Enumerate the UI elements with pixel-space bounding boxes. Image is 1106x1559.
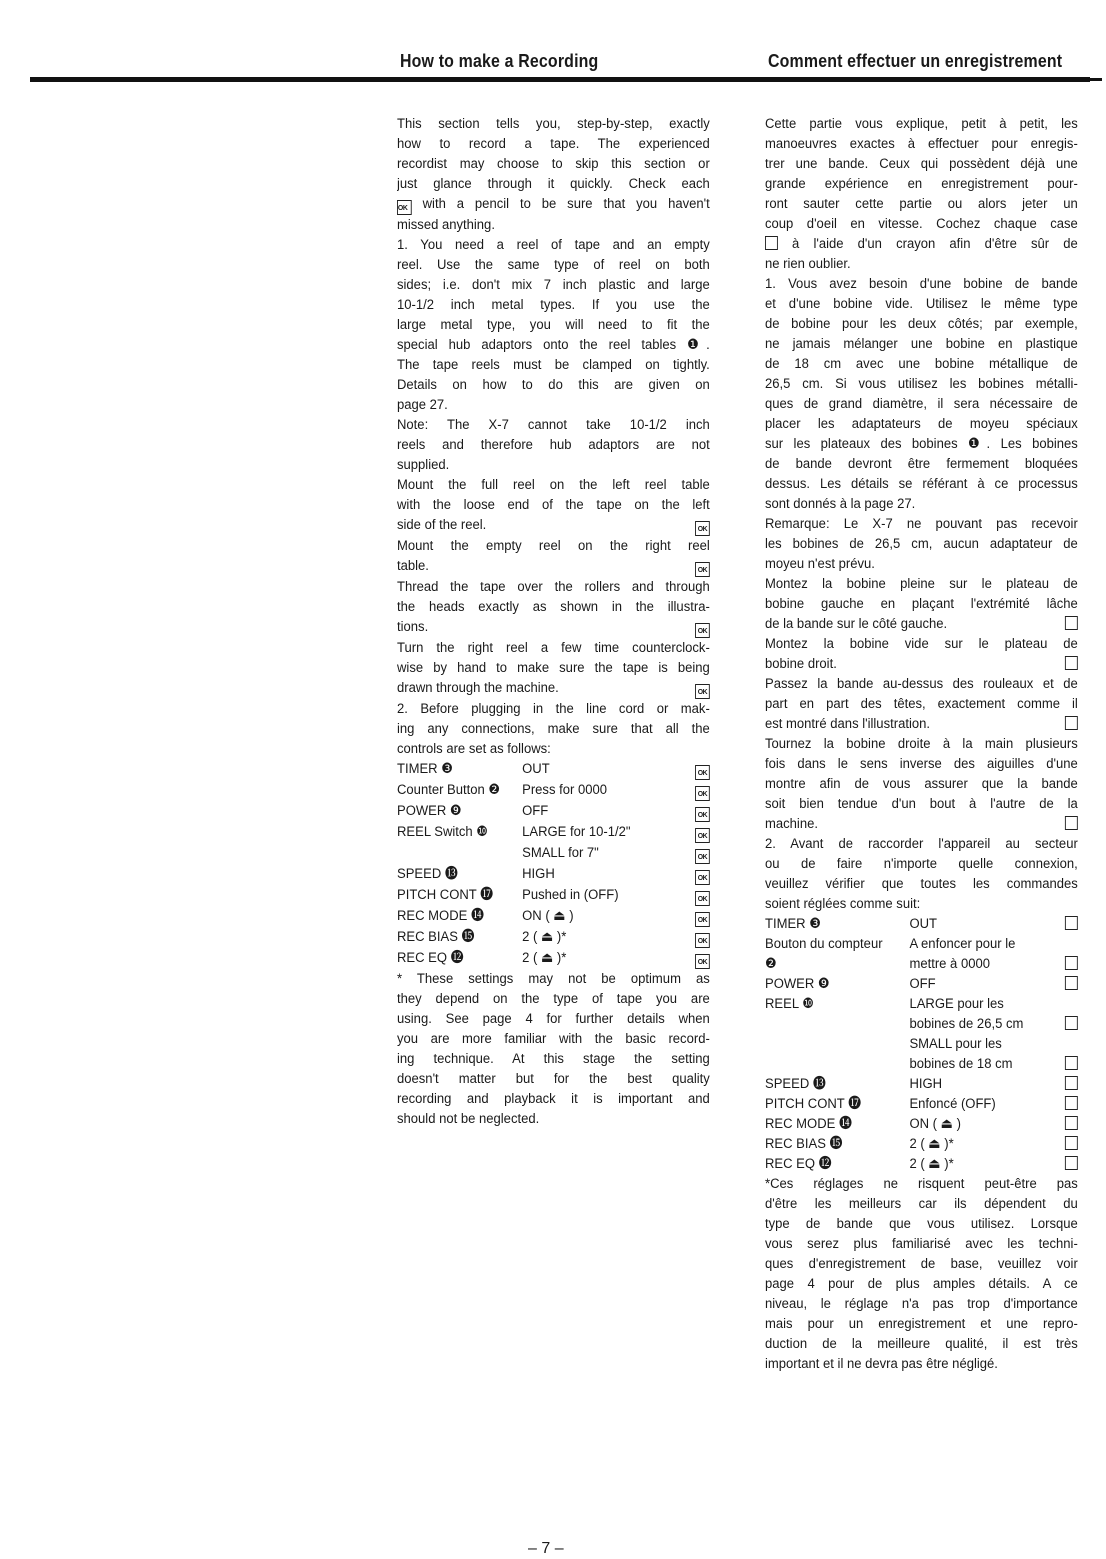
setting-value: LARGE pour les [909, 996, 1004, 1012]
ok-checkbox-icon[interactable]: OK [695, 562, 710, 577]
ok-checkbox-icon[interactable]: OK [695, 870, 710, 885]
text-line: missed anything. [397, 217, 495, 233]
text-line: machine. [765, 814, 1078, 834]
setting-value: 2 ( ⏏ )* [522, 950, 567, 966]
ok-checkbox-icon[interactable]: OK [397, 200, 412, 215]
text-line: drawn through the machine. OK [397, 678, 710, 699]
text-line: 1. You need a reel of tape and an empty [397, 237, 710, 253]
setting-value: Pushed in (OFF) [522, 887, 619, 903]
setting-name [765, 1014, 909, 1034]
setting-value: ON ( ⏏ ) [522, 908, 574, 924]
text-line: vous serez plus familiarisé avec les techni- [765, 1236, 1078, 1252]
setting-value: 2 ( ⏏ )* [522, 929, 567, 945]
settings-row [397, 822, 710, 843]
checkbox-icon[interactable] [1065, 716, 1078, 730]
settings-row [397, 759, 710, 780]
text-line: les bobines de 26,5 cm, aucun adaptateur de [765, 536, 1078, 552]
text-line: part en part des têtes, exactement comme il [765, 696, 1078, 712]
text-line: placer les adaptateurs de moyeu spéciaux [765, 416, 1078, 432]
setting-name: PITCH CONT ⓱ [397, 887, 494, 903]
text-line: 1. Vous avez besoin d'une bobine de bande [765, 276, 1078, 292]
text-line: à l'aide d'un crayon afin d'être sûr de [765, 234, 1078, 254]
text-line: ou de faire n'importe quelle connexion, [765, 856, 1078, 872]
text-line: This section tells you, step-by-step, exactly [397, 116, 710, 132]
checkbox-icon[interactable] [1065, 916, 1078, 930]
text-line: large metal type, you will need to fit the [397, 317, 710, 333]
page-number: – 7 – [528, 1540, 564, 1557]
text-line: manoeuvres exactes à effectuer pour enregis- [765, 136, 1078, 152]
settings-row [397, 801, 710, 822]
text-line: bobine droit. [765, 654, 1078, 674]
setting-value: OUT [522, 761, 550, 777]
text-line: Cette partie vous explique, petit à petit, les [765, 116, 1078, 132]
text-line: recording and playback it is important and [397, 1091, 710, 1107]
text-line: page 4 pour de plus amples détails. A ce [765, 1276, 1078, 1292]
text-line: how to record a tape. The experienced [397, 136, 710, 152]
checkbox-icon[interactable] [1065, 1096, 1078, 1110]
text-line: 10-1/2 inch metal types. If you use the [397, 297, 710, 313]
settings-row [765, 954, 1078, 974]
text-line: sont donnés à la page 27. [765, 496, 916, 512]
setting-name: TIMER ❸ [397, 761, 453, 777]
text-line: Note: The X-7 cannot take 10-1/2 inch [397, 417, 710, 433]
setting-name [765, 1054, 909, 1074]
text-line: Tournez la bobine droite à la main plusieurs [765, 736, 1078, 752]
text-line: Mount the full reel on the left reel table [397, 477, 710, 493]
setting-name: ❷ [765, 956, 777, 972]
settings-row [765, 974, 1078, 994]
english-column [397, 114, 737, 1129]
setting-name: Bouton du compteur [765, 936, 883, 952]
text-line: ques de grand diamètre, il sera nécessaire de [765, 396, 1078, 412]
text-line: dessus. Les détails se référant à ce processus [765, 476, 1078, 492]
settings-row [765, 914, 1078, 934]
setting-value: mettre à 0000 [909, 956, 990, 972]
settings-row [765, 1114, 1078, 1134]
text-line: just glance through it quickly. Check each [397, 176, 710, 192]
text-line: The tape reels must be clamped on tightly. [397, 357, 710, 373]
setting-value: bobines de 18 cm [909, 1056, 1013, 1072]
setting-value: LARGE for 10-1/2" [522, 824, 631, 840]
text-line: table. OK [397, 556, 710, 577]
setting-name: POWER ❾ [765, 976, 830, 992]
text-line: special hub adaptors onto the reel tables ❶. [397, 337, 710, 353]
checkbox-icon[interactable] [1065, 1136, 1078, 1150]
settings-row [765, 1094, 1078, 1114]
settings-row [765, 1054, 1078, 1074]
text-line: 2. Before plugging in the line cord or mak- [397, 701, 710, 717]
text-line: important et il ne devra pas être négligé. [765, 1356, 998, 1372]
setting-value: OFF [909, 976, 936, 992]
text-line: Remarque: Le X-7 ne pouvant pas recevoir [765, 516, 1078, 532]
text-line: doesn't matter but for the best quality [397, 1071, 710, 1087]
setting-name: REC MODE ⓮ [397, 908, 485, 924]
setting-name: REC EQ ⓬ [397, 950, 464, 966]
setting-name [765, 1034, 909, 1054]
settings-row [765, 934, 1078, 954]
ok-checkbox-icon[interactable]: OK [695, 765, 710, 780]
text-line: using. See page 4 for further details when [397, 1011, 710, 1027]
ok-checkbox-icon[interactable]: OK [695, 623, 710, 638]
text-line: page 27. [397, 397, 448, 413]
french-column [765, 114, 1105, 1374]
text-line: d'être les meilleurs car ils dépendent du [765, 1196, 1078, 1212]
text-line: ne rien oublier. [765, 256, 851, 272]
ok-checkbox-icon[interactable]: OK [695, 521, 710, 536]
checkbox-icon[interactable] [1065, 1016, 1078, 1030]
text-line: et d'une bobine vide. Utilisez le même type [765, 296, 1078, 312]
text-line: Details on how to do this are given on [397, 377, 710, 393]
setting-name: REC EQ ⓬ [765, 1156, 832, 1172]
text-line: they depend on the type of tape you are [397, 991, 710, 1007]
checkbox-icon[interactable] [1065, 1116, 1078, 1130]
page-title-english: How to make a Recording [400, 50, 599, 71]
setting-name: REC BIAS ⓯ [397, 929, 475, 945]
text-line: moyeu n'est prévu. [765, 556, 875, 572]
setting-name [397, 843, 522, 864]
setting-value: Enfoncé (OFF) [909, 1096, 996, 1112]
setting-name: SPEED ⓭ [765, 1076, 826, 1092]
text-line: you are more familiar with the basic record- [397, 1031, 710, 1047]
setting-name: TIMER ❸ [765, 916, 821, 932]
ok-checkbox-icon[interactable]: OK [695, 684, 710, 699]
settings-row [765, 1074, 1078, 1094]
text-line: OK with a pencil to be sure that you haven't [397, 194, 710, 215]
checkbox-icon[interactable] [1065, 976, 1078, 990]
setting-value: 2 ( ⏏ )* [909, 1136, 954, 1152]
text-line: de la bande sur le côté gauche. [765, 614, 1078, 634]
setting-value: HIGH [522, 866, 555, 882]
setting-name: REEL ❿ [765, 996, 814, 1012]
text-line: controls are set as follows: [397, 741, 551, 757]
text-line: Mount the empty reel on the right reel [397, 538, 710, 554]
settings-row [397, 906, 710, 927]
text-line: ing any connections, make sure that all the [397, 721, 710, 737]
text-line: Thread the tape over the rollers and through [397, 579, 710, 595]
text-line: soit bien tendue d'un bout à l'autre de la [765, 796, 1078, 812]
checkbox-icon[interactable] [1065, 616, 1078, 630]
text-line: duction de la meilleure qualité, il est très [765, 1336, 1078, 1352]
text-line: de bobine pour les deux côtés; par exemple, [765, 316, 1078, 332]
text-line: Passez la bande au-dessus des rouleaux et de [765, 676, 1078, 692]
text-line: de 18 cm avec une bobine métallique de [765, 356, 1078, 372]
settings-row [765, 1134, 1078, 1154]
setting-value: bobines de 26,5 cm [909, 1016, 1024, 1032]
checkbox-icon[interactable] [765, 236, 778, 250]
setting-name: Counter Button ❷ [397, 782, 501, 798]
text-line: reel. Use the same type of reel on both [397, 257, 710, 273]
setting-value: HIGH [909, 1076, 943, 1092]
text-line: est montré dans l'illustration. [765, 714, 1078, 734]
text-line: montre afin de vous assurer que la bande [765, 776, 1078, 792]
ok-checkbox-icon[interactable]: OK [695, 954, 710, 969]
settings-row [397, 948, 710, 969]
text-line: type de bande que vous utilisez. Lorsque [765, 1216, 1078, 1232]
settings-row [397, 780, 710, 801]
header-rule [30, 77, 1090, 82]
text-line: Montez la bobine pleine sur le plateau de [765, 576, 1078, 592]
text-line: side of the reel. OK [397, 515, 710, 536]
text-line: bobine gauche en plaçant l'extrémité lâche [765, 596, 1078, 612]
checkbox-icon[interactable] [1065, 1156, 1078, 1170]
text-line: ques d'enregistrement de base, veuillez voir [765, 1256, 1078, 1272]
setting-name: SPEED ⓭ [397, 866, 458, 882]
text-line: sides; i.e. don't mix 7 inch plastic and large [397, 277, 710, 293]
settings-row [397, 927, 710, 948]
setting-value: OFF [522, 803, 549, 819]
text-line: the heads exactly as shown in the illustra- [397, 599, 710, 615]
text-line: Montez la bobine vide sur le plateau de [765, 636, 1078, 652]
setting-value: ON ( ⏏ ) [909, 1116, 961, 1132]
text-line: * These settings may not be optimum as [397, 971, 710, 987]
ok-checkbox-icon[interactable]: OK [695, 933, 710, 948]
text-line: *Ces réglages ne risquent peut-être pas [765, 1176, 1078, 1192]
settings-row [397, 843, 710, 864]
text-line: sur les plateaux des bobines ❶. Les bobines [765, 436, 1078, 452]
setting-name: REC BIAS ⓯ [765, 1136, 843, 1152]
checkbox-icon[interactable] [1065, 656, 1078, 670]
text-line: ing technique. At this stage the setting [397, 1051, 710, 1067]
settings-row [765, 1014, 1078, 1034]
ok-checkbox-icon[interactable]: OK [695, 786, 710, 801]
text-line: 2. Avant de raccorder l'appareil au secteur [765, 836, 1078, 852]
ok-checkbox-icon[interactable]: OK [695, 807, 710, 822]
setting-name: POWER ❾ [397, 803, 462, 819]
ok-checkbox-icon[interactable]: OK [695, 849, 710, 864]
setting-value: SMALL pour les [909, 1036, 1002, 1052]
checkbox-icon[interactable] [1065, 956, 1078, 970]
setting-value: SMALL for 7" [522, 845, 599, 861]
page-title-french: Comment effectuer un enregistrement [768, 50, 1063, 71]
text-line: tions. OK [397, 617, 710, 638]
checkbox-icon[interactable] [1065, 1056, 1078, 1070]
text-line: 26,5 cm. Si vous utilisez les bobines métalli- [765, 376, 1078, 392]
text-line: grande expérience en enregistrement pour- [765, 176, 1078, 192]
settings-row [397, 885, 710, 906]
setting-name: REC MODE ⓮ [765, 1116, 853, 1132]
setting-value: OUT [909, 916, 937, 932]
text-line: with the loose end of the tape on the left [397, 497, 710, 513]
text-line: veuillez vérifier que toutes les commandes [765, 876, 1078, 892]
settings-row [397, 864, 710, 885]
ok-checkbox-icon[interactable]: OK [695, 891, 710, 906]
ok-checkbox-icon[interactable]: OK [695, 828, 710, 843]
checkbox-icon[interactable] [1065, 816, 1078, 830]
text-line: ront sauter cette partie ou alors jeter un [765, 196, 1078, 212]
setting-value: A enfoncer pour le [909, 936, 1016, 952]
text-line: ne jamais mélanger une bobine en plastique [765, 336, 1078, 352]
text-line: niveau, le réglage n'a pas trop d'importance [765, 1296, 1078, 1312]
settings-row [765, 1154, 1078, 1174]
text-line: fois dans le sens inverse des aiguilles d'une [765, 756, 1078, 772]
text-line: wise by hand to make sure the tape is being [397, 660, 710, 676]
setting-name: PITCH CONT ⓱ [765, 1096, 862, 1112]
text-line: recordist may choose to skip this section or [397, 156, 710, 172]
settings-row [765, 994, 1078, 1014]
text-line: mais pour un enregistrement et une repro- [765, 1316, 1078, 1332]
setting-value: 2 ( ⏏ )* [909, 1156, 954, 1172]
ok-checkbox-icon[interactable]: OK [695, 912, 710, 927]
checkbox-icon[interactable] [1065, 1076, 1078, 1090]
setting-name: REEL Switch ❿ [397, 824, 489, 840]
text-line: Turn the right reel a few time counterclock- [397, 640, 710, 656]
text-line: coup d'oeil en vitesse. Cochez chaque case [765, 216, 1078, 232]
text-line: reels and therefore hub adaptors are not [397, 437, 710, 453]
text-line: de bande devront être fermement bloquées [765, 456, 1078, 472]
text-line: trer une bande. Ceux qui possèdent déjà une [765, 156, 1078, 172]
text-line: soient réglées comme suit: [765, 896, 921, 912]
header-rule-tail [1030, 78, 1102, 81]
text-line: should not be neglected. [397, 1111, 540, 1127]
settings-row [765, 1034, 1078, 1054]
text-line: supplied. [397, 457, 450, 473]
setting-value: Press for 0000 [522, 782, 608, 798]
